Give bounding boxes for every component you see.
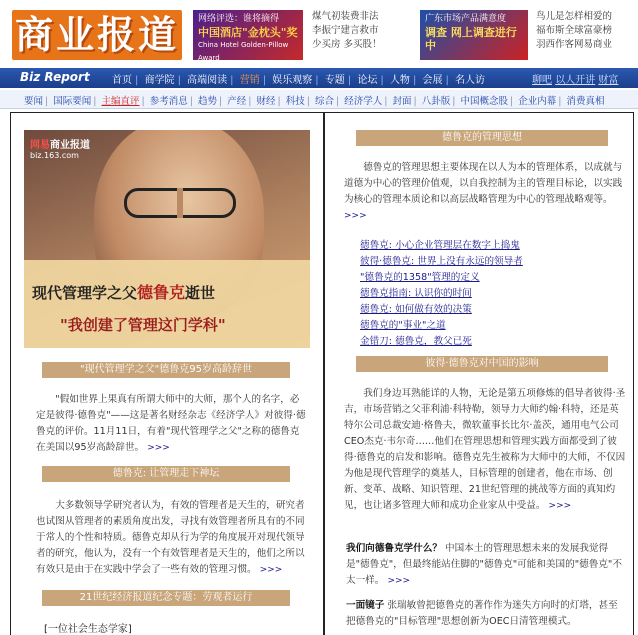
column-divider — [323, 112, 325, 635]
section-header[interactable]: 彼得·德鲁克对中国的影响 — [356, 356, 608, 372]
subnav-item[interactable]: 财经 — [256, 96, 276, 107]
banner-line: 网络评选：谁将摘得 — [198, 14, 280, 24]
paragraph-text: 大多数领导学研究者认为，有效的管理者是天生的，研究者也试图从管理者的素质角度出发，寻找有效管理者所具有的不同于常人的个性和特质。德鲁克却从行为学的角度展开对现代领导者的研究，他认为，没有一个有效管理者是天生的，他们之所以有效只是由于在实践中学会了一些有效的管理习惯。 — [36, 500, 305, 575]
site-header — [0, 0, 638, 66]
promo-links-1 — [312, 10, 412, 52]
feature-title-prefix: 现代管理学之父 — [32, 284, 138, 302]
subnav-item[interactable]: 八卦版 — [421, 96, 451, 107]
article-paragraph — [36, 392, 308, 456]
mirror-text: 张瑞敏曾把德鲁克的著作作为迷失方向时的灯塔，甚至把德鲁克的"目标管理"思想创新为OEC日清管理模式。 — [346, 600, 618, 627]
qa-heading[interactable]: 我们向德鲁克学什么？ — [346, 543, 442, 554]
related-link[interactable]: "德鲁克的1358"管理的定义 — [360, 272, 480, 283]
nav-brand[interactable]: Biz Report — [20, 70, 90, 84]
paragraph-text: "假如世界上果真有所谓大师中的大师，那个人的名字，必定是彼得·德鲁克"——这是著名财经杂志《经济学人》对彼得·德鲁克的评价。11月11日，有着"现代管理学之父"之称的德鲁克在美国以95岁高龄辞世。 — [36, 394, 306, 453]
more-link[interactable]: >>> — [387, 576, 411, 586]
promo-links-2 — [536, 10, 636, 52]
more-link[interactable]: >>> — [344, 211, 367, 221]
related-link[interactable]: 德鲁克: 如何做有效的决策 — [360, 304, 472, 315]
nav-item[interactable]: 名人访 — [455, 75, 486, 86]
related-links — [360, 238, 620, 350]
brand-mark: 网易 — [30, 140, 50, 151]
nav-item[interactable]: 专题 — [324, 75, 345, 86]
paragraph-text: 我们身边耳熟能详的人物，无论是第五项修炼的倡导者彼得·圣吉，市场营销之父菲利浦·科特勒，领导力大师约翰·科特，还是英特尔公司总裁安迪·格鲁夫，微软董事长比尔·盖茨，通用电气公司CEO杰克·韦尔奇……他们在管理思想和管理实践方面都受到了彼得·德鲁克的启发和影响。德鲁克先生被称为大师中的大师，不仅因为他是现代管理学的奠基人，目标管理的创建者，他在市场、创新、变革、战略、知识管理、21世纪管理的挑战等方面的真知灼见，也让诸多管理大师和成功企业家从中受益。 — [344, 388, 626, 511]
nav-item[interactable]: 高端阅读 — [187, 75, 228, 86]
nav-item-current[interactable]: 营销 — [239, 75, 260, 86]
site-logo[interactable]: 商业报道 — [12, 10, 182, 60]
banner-line: 广东市场产品满意度 — [425, 14, 507, 24]
promo-link[interactable]: 福布斯全球富豪榜 — [536, 25, 613, 36]
survey-banner[interactable] — [420, 10, 528, 60]
nav-item[interactable]: 论坛 — [357, 75, 378, 86]
subnav-item[interactable]: 企业内幕 — [518, 96, 557, 107]
section-header[interactable]: "现代管理学之父"德鲁克95岁高龄辞世 — [42, 362, 290, 378]
mirror-paragraph — [346, 598, 626, 630]
subnav-item[interactable]: 综合 — [315, 96, 335, 107]
feature-quote: "我创建了管理这门学科" — [60, 316, 226, 334]
related-link[interactable]: 德鲁克: 小心企业管理层在数字上捣鬼 — [360, 240, 520, 251]
banner-line: China Hotel Golden-Pillow Award — [198, 41, 289, 62]
promo-link[interactable]: 鸟儿是怎样相爱的 — [536, 11, 613, 22]
nav-right-link[interactable]: 以人开讲 — [555, 75, 596, 86]
nav-right-links — [532, 71, 618, 86]
nav-right-link[interactable]: 财富 — [598, 75, 619, 86]
main-nav — [0, 68, 638, 88]
subnav-item[interactable]: 科技 — [285, 96, 305, 107]
promo-link[interactable]: 少买房 多买股！ — [312, 39, 382, 50]
nav-item[interactable]: 首页 — [112, 75, 132, 86]
nav-item[interactable]: 娱乐观察 — [272, 75, 313, 86]
banner-line: 中国酒店"金枕头"奖 — [198, 26, 298, 39]
promo-link[interactable]: 煤气初装费非法 — [312, 11, 379, 22]
related-link[interactable]: 德鲁克的"事业"之道 — [360, 320, 446, 331]
section-header[interactable]: 德鲁克的管理思想 — [356, 130, 608, 146]
image-brand: 网易商业报道 biz.163.com — [30, 140, 90, 160]
promo-link[interactable]: 羽西作客网易商业 — [536, 39, 613, 50]
glasses-shape — [124, 188, 236, 218]
subnav-item[interactable]: 中国概念股 — [460, 96, 509, 107]
related-link[interactable]: 金错刀: 德鲁克，教父已死 — [360, 336, 472, 347]
sub-nav: 要闻 | 国际要闻 | 主编直评 | 参考消息 | 趋势 | 产经 | 财经 | 科技 | 综合 | 经济学人 | 封面 | 八卦版 | 中国概念股 | 企业内幕 | 消费真相 — [0, 90, 638, 109]
hotel-award-banner[interactable] — [193, 10, 303, 60]
promo-link[interactable]: 李振宁建言救市 — [312, 25, 379, 36]
subnav-item[interactable]: 参考消息 — [149, 96, 188, 107]
article-paragraph — [344, 160, 626, 224]
related-link[interactable]: 彼得·德鲁克: 世界上没有永远的领导者 — [360, 256, 523, 267]
scholar-label: [一位社会生态学家] — [44, 624, 132, 635]
qa-text: 中国本土的管理思想未来的发展我觉得是"德鲁克"，但最终能站住脚的"德鲁克"可能和美国的"德鲁克"不太一样。 — [346, 543, 622, 586]
more-link[interactable]: >>> — [548, 501, 572, 511]
subnav-item-highlight[interactable]: 主编直评 — [101, 96, 140, 107]
brand-url: biz.163.com — [30, 151, 79, 160]
subnav-item[interactable]: 消费真相 — [566, 96, 605, 107]
nav-item[interactable]: 会展 — [422, 75, 443, 86]
nav-item[interactable]: 人物 — [389, 75, 410, 86]
feature-title-suffix: 逝世 — [185, 284, 216, 302]
qa-paragraph — [346, 541, 626, 589]
section-header[interactable]: 德鲁克: 让管理走下神坛 — [42, 466, 290, 482]
subnav-item[interactable]: 产经 — [227, 96, 247, 107]
more-link[interactable]: >>> — [259, 565, 283, 575]
subnav-item[interactable]: 封面 — [392, 96, 412, 107]
subnav-item[interactable]: 经济学人 — [344, 96, 383, 107]
article-paragraph — [344, 386, 626, 514]
article-paragraph — [36, 498, 308, 578]
feature-title-name: 德鲁克 — [137, 283, 186, 302]
feature-title — [32, 280, 215, 303]
related-link[interactable]: 德鲁克指南: 认识你的时间 — [360, 288, 472, 299]
nav-right-link[interactable]: 聊吧 — [532, 75, 552, 86]
nav-items: 首页 | 商学院 | 高端阅读 | 营销 | 娱乐观察 | 专题 | 论坛 | 人物 | 会展 | 名人访 — [112, 75, 486, 86]
more-link[interactable]: >>> — [147, 443, 170, 453]
subnav-item[interactable]: 国际要闻 — [53, 96, 92, 107]
nav-item[interactable]: 商学院 — [144, 75, 175, 86]
subnav-item[interactable]: 要闻 — [24, 96, 44, 107]
subnav-item[interactable]: 趋势 — [198, 96, 218, 107]
mirror-heading[interactable]: 一面镜子 — [346, 600, 385, 611]
banner-line: 调查 网上调查进行中 — [425, 26, 517, 52]
drucker-feature-image[interactable] — [24, 130, 310, 348]
paragraph-text: 德鲁克的管理思想主要体现在以人为本的管理体系，以成就与道德为中心的管理价值观，以自我控制为主的管理目标论，以实践为核心的管理本质论和以高层战略管理为中心的管理战略观等。 — [344, 162, 623, 205]
section-header[interactable]: 21世纪经济报道纪念专题：劳观者运行 — [42, 590, 290, 606]
